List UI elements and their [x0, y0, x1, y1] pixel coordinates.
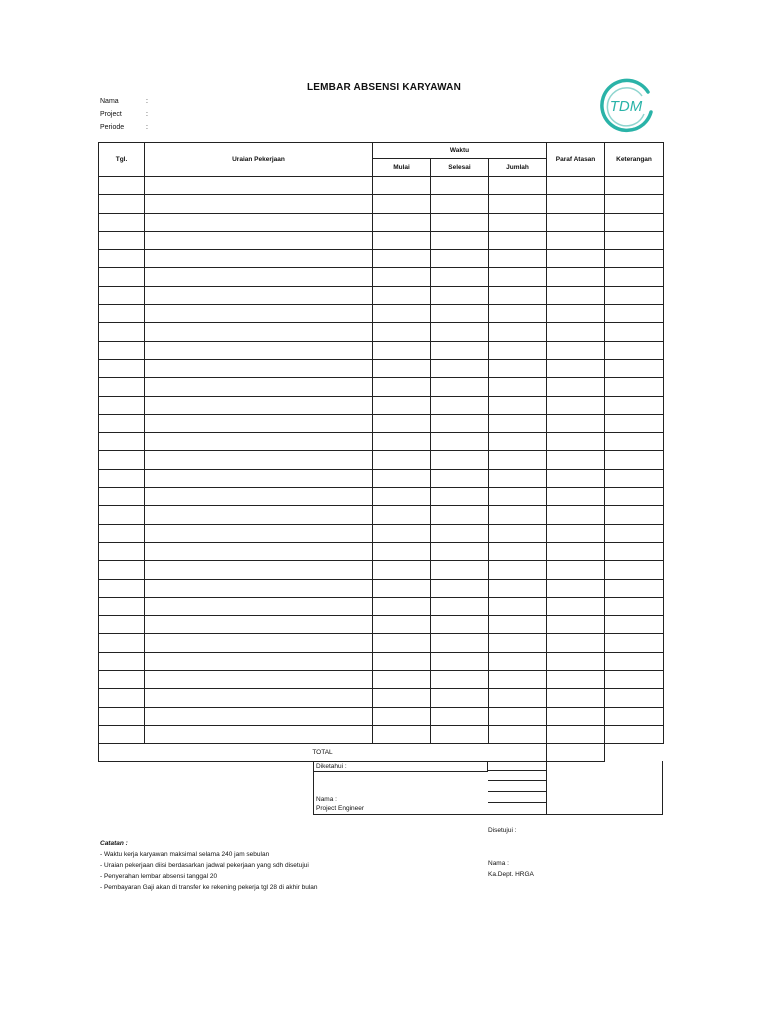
cell-selesai[interactable] — [431, 561, 489, 579]
cell-uraian[interactable] — [145, 542, 373, 560]
total-value-cell[interactable] — [547, 744, 605, 762]
cell-tgl[interactable] — [99, 414, 145, 432]
cell-mulai[interactable] — [373, 451, 431, 469]
cell-keterangan[interactable] — [605, 268, 664, 286]
cell-mulai[interactable] — [373, 433, 431, 451]
cell-uraian[interactable] — [145, 414, 373, 432]
cell-keterangan[interactable] — [605, 579, 664, 597]
table-row — [99, 616, 664, 634]
table-row — [99, 634, 664, 652]
table-row — [99, 597, 664, 615]
cell-jumlah[interactable] — [489, 579, 547, 597]
meta-name-row — [100, 98, 148, 105]
cell-mulai[interactable] — [373, 359, 431, 377]
approval-line-2 — [488, 771, 547, 781]
cell-jumlah[interactable] — [489, 396, 547, 414]
cell-paraf[interactable] — [547, 524, 605, 542]
cell-keterangan[interactable] — [605, 286, 664, 304]
cell-paraf[interactable] — [547, 414, 605, 432]
cell-paraf[interactable] — [547, 561, 605, 579]
cell-mulai[interactable] — [373, 213, 431, 231]
cell-mulai[interactable] — [373, 286, 431, 304]
table-row — [99, 305, 664, 323]
attendance-body — [99, 177, 664, 762]
cell-uraian[interactable] — [145, 396, 373, 414]
cell-selesai[interactable] — [431, 689, 489, 707]
cell-paraf[interactable] — [547, 195, 605, 213]
header-jumlah: Jumlah — [489, 159, 547, 177]
cell-mulai[interactable] — [373, 305, 431, 323]
cell-tgl[interactable] — [99, 652, 145, 670]
cell-mulai[interactable] — [373, 689, 431, 707]
cell-selesai[interactable] — [431, 506, 489, 524]
cell-mulai[interactable] — [373, 250, 431, 268]
attendance-table — [98, 142, 664, 762]
cell-jumlah[interactable] — [489, 250, 547, 268]
cell-uraian[interactable] — [145, 524, 373, 542]
cell-paraf[interactable] — [547, 616, 605, 634]
cell-uraian[interactable] — [145, 433, 373, 451]
cell-paraf[interactable] — [547, 451, 605, 469]
note-item: - Pembayaran Gaji akan di transfer ke rekening pekerja tgl 28 di akhir bulan — [100, 884, 318, 891]
cell-uraian[interactable] — [145, 378, 373, 396]
company-logo — [596, 78, 656, 134]
logo-text: TDM — [609, 98, 643, 115]
cell-keterangan[interactable] — [605, 707, 664, 725]
cell-paraf[interactable] — [547, 396, 605, 414]
note-item: - Uraian pekerjaan diisi berdasarkan jadwal pekerjaan yang sdh disetujui — [100, 862, 309, 869]
cell-tgl[interactable] — [99, 469, 145, 487]
cell-tgl[interactable] — [99, 579, 145, 597]
table-row — [99, 433, 664, 451]
cell-paraf[interactable] — [547, 433, 605, 451]
cell-selesai[interactable] — [431, 597, 489, 615]
cell-paraf[interactable] — [547, 359, 605, 377]
cell-keterangan[interactable] — [605, 177, 664, 195]
cell-jumlah[interactable] — [489, 616, 547, 634]
table-row — [99, 561, 664, 579]
meta-name-sep: : — [146, 98, 148, 105]
cell-jumlah[interactable] — [489, 195, 547, 213]
disetujui-nama-label: Nama : — [488, 860, 509, 867]
cell-mulai[interactable] — [373, 268, 431, 286]
cell-selesai[interactable] — [431, 542, 489, 560]
cell-tgl[interactable] — [99, 634, 145, 652]
cell-uraian[interactable] — [145, 689, 373, 707]
cell-tgl[interactable] — [99, 378, 145, 396]
cell-selesai[interactable] — [431, 195, 489, 213]
notes-title: Catatan : — [100, 840, 128, 847]
approval-line-4 — [488, 792, 547, 803]
cell-jumlah[interactable] — [489, 689, 547, 707]
table-row — [99, 250, 664, 268]
cell-paraf[interactable] — [547, 341, 605, 359]
total-label: TOTAL — [99, 744, 547, 762]
table-row — [99, 359, 664, 377]
cell-mulai[interactable] — [373, 341, 431, 359]
table-row — [99, 396, 664, 414]
cell-jumlah[interactable] — [489, 542, 547, 560]
cell-selesai[interactable] — [431, 323, 489, 341]
cell-selesai[interactable] — [431, 469, 489, 487]
cell-paraf[interactable] — [547, 689, 605, 707]
cell-jumlah[interactable] — [489, 451, 547, 469]
cell-paraf[interactable] — [547, 506, 605, 524]
cell-keterangan[interactable] — [605, 652, 664, 670]
cell-mulai[interactable] — [373, 707, 431, 725]
cell-keterangan[interactable] — [605, 231, 664, 249]
cell-paraf[interactable] — [547, 707, 605, 725]
table-row — [99, 268, 664, 286]
cell-keterangan[interactable] — [605, 469, 664, 487]
cell-selesai[interactable] — [431, 652, 489, 670]
cell-tgl[interactable] — [99, 359, 145, 377]
cell-uraian[interactable] — [145, 725, 373, 743]
cell-paraf[interactable] — [547, 231, 605, 249]
cell-tgl[interactable] — [99, 561, 145, 579]
cell-selesai[interactable] — [431, 451, 489, 469]
cell-jumlah[interactable] — [489, 524, 547, 542]
cell-mulai[interactable] — [373, 414, 431, 432]
cell-keterangan[interactable] — [605, 250, 664, 268]
cell-mulai[interactable] — [373, 634, 431, 652]
cell-tgl[interactable] — [99, 524, 145, 542]
cell-selesai[interactable] — [431, 396, 489, 414]
cell-tgl[interactable] — [99, 231, 145, 249]
cell-mulai[interactable] — [373, 542, 431, 560]
cell-keterangan[interactable] — [605, 689, 664, 707]
cell-tgl[interactable] — [99, 451, 145, 469]
cell-selesai[interactable] — [431, 286, 489, 304]
meta-periode-label: Periode — [100, 124, 125, 131]
disetujui-role-label: Ka.Dept. HRGA — [488, 871, 534, 878]
cell-selesai[interactable] — [431, 359, 489, 377]
cell-paraf[interactable] — [547, 579, 605, 597]
meta-project-row — [100, 111, 148, 118]
cell-mulai[interactable] — [373, 561, 431, 579]
page-title: LEMBAR ABSENSI KARYAWAN — [306, 82, 462, 93]
cell-selesai[interactable] — [431, 341, 489, 359]
cell-paraf[interactable] — [547, 652, 605, 670]
cell-selesai[interactable] — [431, 177, 489, 195]
cell-jumlah[interactable] — [489, 323, 547, 341]
cell-tgl[interactable] — [99, 268, 145, 286]
cell-keterangan[interactable] — [605, 396, 664, 414]
cell-jumlah[interactable] — [489, 634, 547, 652]
cell-tgl[interactable] — [99, 725, 145, 743]
table-row — [99, 506, 664, 524]
cell-paraf[interactable] — [547, 469, 605, 487]
cell-jumlah[interactable] — [489, 268, 547, 286]
cell-tgl[interactable] — [99, 433, 145, 451]
cell-uraian[interactable] — [145, 177, 373, 195]
cell-tgl[interactable] — [99, 707, 145, 725]
cell-jumlah[interactable] — [489, 597, 547, 615]
cell-keterangan[interactable] — [605, 213, 664, 231]
cell-tgl[interactable] — [99, 305, 145, 323]
cell-uraian[interactable] — [145, 268, 373, 286]
cell-uraian[interactable] — [145, 634, 373, 652]
approval-line-1 — [488, 761, 547, 771]
table-row — [99, 542, 664, 560]
cell-jumlah[interactable] — [489, 725, 547, 743]
approval-role-label: Project Engineer — [316, 805, 365, 812]
cell-paraf[interactable] — [547, 286, 605, 304]
cell-keterangan[interactable] — [605, 359, 664, 377]
cell-mulai[interactable] — [373, 506, 431, 524]
meta-name-label: Nama — [100, 98, 119, 105]
cell-tgl[interactable] — [99, 250, 145, 268]
cell-jumlah[interactable] — [489, 561, 547, 579]
table-row — [99, 177, 664, 195]
cell-uraian[interactable] — [145, 451, 373, 469]
cell-paraf[interactable] — [547, 671, 605, 689]
cell-keterangan[interactable] — [605, 305, 664, 323]
cell-mulai[interactable] — [373, 652, 431, 670]
cell-keterangan[interactable] — [605, 451, 664, 469]
cell-tgl[interactable] — [99, 195, 145, 213]
cell-uraian[interactable] — [145, 597, 373, 615]
cell-keterangan[interactable] — [605, 341, 664, 359]
cell-paraf[interactable] — [547, 268, 605, 286]
meta-periode-row — [100, 124, 148, 131]
cell-mulai[interactable] — [373, 579, 431, 597]
cell-jumlah[interactable] — [489, 341, 547, 359]
cell-tgl[interactable] — [99, 213, 145, 231]
meta-project-sep: : — [146, 111, 148, 118]
cell-keterangan[interactable] — [605, 671, 664, 689]
cell-selesai[interactable] — [431, 707, 489, 725]
cell-uraian[interactable] — [145, 305, 373, 323]
cell-paraf[interactable] — [547, 323, 605, 341]
cell-tgl[interactable] — [99, 323, 145, 341]
cell-jumlah[interactable] — [489, 469, 547, 487]
cell-mulai[interactable] — [373, 231, 431, 249]
cell-uraian[interactable] — [145, 707, 373, 725]
cell-jumlah[interactable] — [489, 231, 547, 249]
header-uraian: Uraian Pekerjaan — [145, 143, 373, 177]
approval-right-box — [546, 761, 663, 815]
cell-keterangan[interactable] — [605, 524, 664, 542]
cell-paraf[interactable] — [547, 213, 605, 231]
cell-selesai[interactable] — [431, 634, 489, 652]
cell-paraf[interactable] — [547, 597, 605, 615]
cell-tgl[interactable] — [99, 506, 145, 524]
cell-paraf[interactable] — [547, 305, 605, 323]
cell-jumlah[interactable] — [489, 506, 547, 524]
cell-paraf[interactable] — [547, 250, 605, 268]
cell-uraian[interactable] — [145, 195, 373, 213]
cell-tgl[interactable] — [99, 542, 145, 560]
cell-mulai[interactable] — [373, 597, 431, 615]
table-row — [99, 524, 664, 542]
cell-tgl[interactable] — [99, 396, 145, 414]
cell-mulai[interactable] — [373, 671, 431, 689]
cell-selesai[interactable] — [431, 268, 489, 286]
cell-uraian[interactable] — [145, 616, 373, 634]
cell-mulai[interactable] — [373, 616, 431, 634]
cell-mulai[interactable] — [373, 177, 431, 195]
cell-tgl[interactable] — [99, 488, 145, 506]
cell-selesai[interactable] — [431, 488, 489, 506]
cell-paraf[interactable] — [547, 488, 605, 506]
cell-jumlah[interactable] — [489, 378, 547, 396]
cell-keterangan[interactable] — [605, 542, 664, 560]
table-row — [99, 451, 664, 469]
cell-mulai[interactable] — [373, 323, 431, 341]
cell-keterangan[interactable] — [605, 378, 664, 396]
cell-uraian[interactable] — [145, 469, 373, 487]
cell-paraf[interactable] — [547, 634, 605, 652]
cell-keterangan[interactable] — [605, 195, 664, 213]
cell-jumlah[interactable] — [489, 414, 547, 432]
total-row — [99, 744, 664, 762]
cell-uraian[interactable] — [145, 341, 373, 359]
cell-keterangan[interactable] — [605, 433, 664, 451]
note-item: - Waktu kerja karyawan maksimal selama 240 jam sebulan — [100, 851, 270, 858]
approval-line-3 — [488, 781, 547, 792]
cell-selesai[interactable] — [431, 231, 489, 249]
cell-uraian[interactable] — [145, 286, 373, 304]
table-row — [99, 213, 664, 231]
cell-selesai[interactable] — [431, 616, 489, 634]
cell-paraf[interactable] — [547, 542, 605, 560]
cell-uraian[interactable] — [145, 652, 373, 670]
cell-keterangan[interactable] — [605, 634, 664, 652]
cell-keterangan[interactable] — [605, 414, 664, 432]
table-row — [99, 652, 664, 670]
cell-paraf[interactable] — [547, 177, 605, 195]
table-row — [99, 689, 664, 707]
cell-jumlah[interactable] — [489, 286, 547, 304]
notes-section — [100, 838, 318, 893]
total-empty-cell — [605, 744, 664, 762]
header-selesai: Selesai — [431, 159, 489, 177]
cell-tgl[interactable] — [99, 341, 145, 359]
header-keterangan: Keterangan — [605, 143, 664, 177]
cell-jumlah[interactable] — [489, 671, 547, 689]
cell-tgl[interactable] — [99, 597, 145, 615]
cell-keterangan[interactable] — [605, 597, 664, 615]
cell-selesai[interactable] — [431, 579, 489, 597]
table-row — [99, 323, 664, 341]
table-row — [99, 286, 664, 304]
cell-selesai[interactable] — [431, 378, 489, 396]
cell-uraian[interactable] — [145, 579, 373, 597]
header-paraf: Paraf Atasan — [547, 143, 605, 177]
cell-mulai[interactable] — [373, 396, 431, 414]
cell-mulai[interactable] — [373, 469, 431, 487]
cell-jumlah[interactable] — [489, 488, 547, 506]
table-row — [99, 707, 664, 725]
cell-keterangan[interactable] — [605, 323, 664, 341]
table-row — [99, 671, 664, 689]
cell-paraf[interactable] — [547, 725, 605, 743]
cell-selesai[interactable] — [431, 250, 489, 268]
cell-jumlah[interactable] — [489, 213, 547, 231]
cell-jumlah[interactable] — [489, 359, 547, 377]
cell-uraian[interactable] — [145, 323, 373, 341]
meta-periode-sep: : — [146, 124, 148, 131]
cell-mulai[interactable] — [373, 725, 431, 743]
table-row — [99, 341, 664, 359]
cell-selesai[interactable] — [431, 524, 489, 542]
cell-keterangan[interactable] — [605, 616, 664, 634]
cell-uraian[interactable] — [145, 231, 373, 249]
cell-selesai[interactable] — [431, 414, 489, 432]
header-waktu: Waktu — [373, 143, 547, 159]
cell-selesai[interactable] — [431, 725, 489, 743]
cell-tgl[interactable] — [99, 616, 145, 634]
cell-jumlah[interactable] — [489, 305, 547, 323]
cell-uraian[interactable] — [145, 359, 373, 377]
cell-uraian[interactable] — [145, 213, 373, 231]
table-row — [99, 579, 664, 597]
cell-uraian[interactable] — [145, 506, 373, 524]
cell-tgl[interactable] — [99, 671, 145, 689]
header-tgl: Tgl. — [99, 143, 145, 177]
cell-keterangan[interactable] — [605, 506, 664, 524]
note-item: - Penyerahan lembar absensi tanggal 20 — [100, 873, 218, 880]
cell-paraf[interactable] — [547, 378, 605, 396]
cell-tgl[interactable] — [99, 177, 145, 195]
table-row — [99, 488, 664, 506]
cell-selesai[interactable] — [431, 305, 489, 323]
cell-uraian[interactable] — [145, 671, 373, 689]
cell-uraian[interactable] — [145, 488, 373, 506]
cell-selesai[interactable] — [431, 433, 489, 451]
table-row — [99, 725, 664, 743]
cell-mulai[interactable] — [373, 378, 431, 396]
table-row — [99, 414, 664, 432]
cell-jumlah[interactable] — [489, 177, 547, 195]
table-row — [99, 195, 664, 213]
table-row — [99, 378, 664, 396]
cell-mulai[interactable] — [373, 195, 431, 213]
cell-keterangan[interactable] — [605, 561, 664, 579]
cell-mulai[interactable] — [373, 524, 431, 542]
diketahui-label: Diketahui : — [316, 763, 347, 770]
header-mulai: Mulai — [373, 159, 431, 177]
cell-jumlah[interactable] — [489, 652, 547, 670]
cell-keterangan[interactable] — [605, 725, 664, 743]
approval-nama-label: Nama : — [316, 796, 337, 803]
table-row — [99, 469, 664, 487]
cell-keterangan[interactable] — [605, 488, 664, 506]
cell-tgl[interactable] — [99, 689, 145, 707]
cell-jumlah[interactable] — [489, 707, 547, 725]
table-row — [99, 231, 664, 249]
cell-selesai[interactable] — [431, 671, 489, 689]
cell-mulai[interactable] — [373, 488, 431, 506]
cell-jumlah[interactable] — [489, 433, 547, 451]
disetujui-label: Disetujui : — [488, 827, 517, 834]
cell-selesai[interactable] — [431, 213, 489, 231]
cell-uraian[interactable] — [145, 250, 373, 268]
cell-uraian[interactable] — [145, 561, 373, 579]
meta-project-label: Project — [100, 111, 122, 118]
cell-tgl[interactable] — [99, 286, 145, 304]
